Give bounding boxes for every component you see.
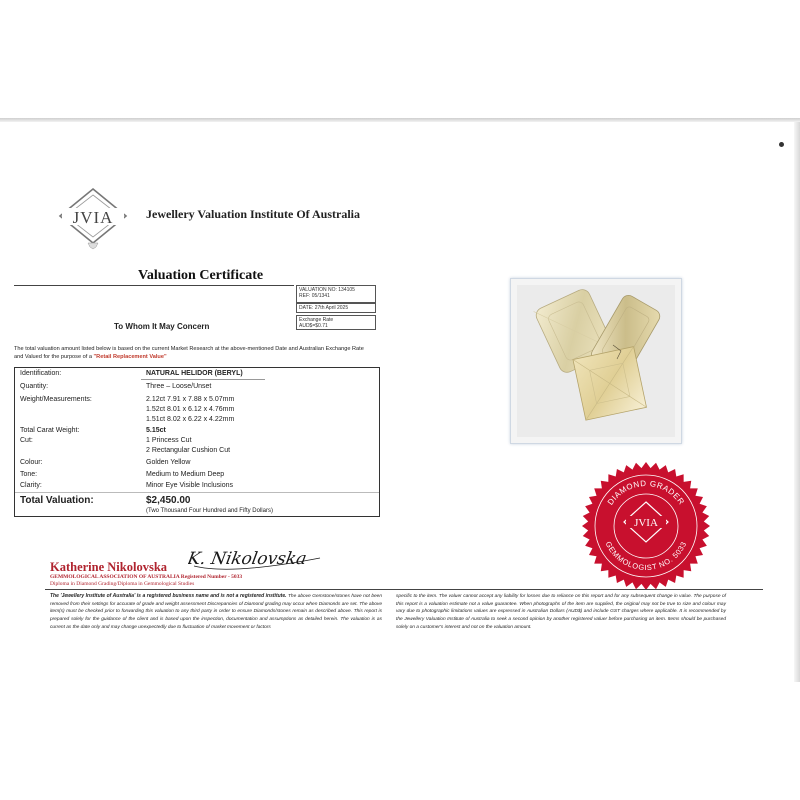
signer-diploma: Diploma in Diamond Grading/Diploma in Gemmological Studies <box>50 581 195 587</box>
signer-association: GEMMOLOGICAL ASSOCIATION OF AUSTRALIA Registered Number - 5033 <box>50 574 243 580</box>
salutation: To Whom It May Concern <box>114 322 210 331</box>
exchange-rate-value: AUD$=$0.71 <box>299 323 328 329</box>
jvia-logo <box>52 186 134 252</box>
handwritten-signature <box>188 534 328 576</box>
scan-dot <box>779 142 784 147</box>
exchange-rate-label: Exchange Rate <box>299 317 334 323</box>
disclaimer-left <box>50 593 382 632</box>
diamond-grader-seal <box>580 460 712 592</box>
date-box <box>296 303 376 313</box>
svg-text:K. Nikolovska: K. Nikolovska <box>188 549 309 569</box>
valuation-ref-box <box>296 285 376 303</box>
details-table: Identification: NATURAL HELIDOR (BERYL) Quantity: Three – Loose/Unset Weight/Measurements: 2.12ct 7.91 x 7.88 x 5.07mm 1.52ct 8.01 x 6.12 x 4.76mm 1.51ct 8.02 x 6.22 x 4.22mm Total Carat Weight: 5.15ct Cut: 1 Princess Cut 2 Rectangular Cushion Cut Colour: Golden Yellow Tone: Medium to Medium Deep Clarity: Minor Eye Visible Inclusions Total Valuation: $2,450.00 (Two Thousand Four Hundred and Fifty Dollars) <box>14 367 380 517</box>
title-underline <box>14 285 294 286</box>
footer-divider <box>45 589 763 590</box>
page-top-edge <box>0 118 800 122</box>
intro-text: The total valuation amount listed below is based on the current Market Research at the above-mentioned Date and Australian Exchange Rate and Valued for the purpose of a <box>14 346 364 360</box>
institute-name: Jewellery Valuation Institute Of Australia <box>146 207 361 221</box>
total-valuation-row: Total Valuation: $2,450.00 <box>20 495 191 506</box>
total-divider <box>15 492 379 493</box>
valuation-number: VALUATION NO: 134105 <box>299 287 355 293</box>
identification-underline <box>141 379 265 380</box>
reference-number: REF: 05/1341 <box>299 293 330 299</box>
intro-paragraph <box>14 345 374 361</box>
retail-replacement-value: "Retail Replacement Value" <box>93 354 167 360</box>
page-right-edge <box>794 122 800 682</box>
signer-name: Katherine Nikolovska <box>50 560 168 574</box>
disclaimer-heading: The 'Jewellery Institute of Australia' is a registered business name and is not a registered institute. <box>50 593 287 599</box>
valuation-date: DATE: 27th April 2025 <box>299 305 349 311</box>
disclaimer-left-body: The above Gemstone/stones have not been removed from their settings for accurate of grade and weight assessment Discrepancies of Diamond grading may occur when Diamonds are set. The above item(s) must be checked prior to forwarding this valuation to any third party in order to ensure Diamonds/stones remain as described above. This report is prepared solely for the guidance of the client and is based upon the inspection, documentation and assumptions as detailed herein. The valuation is as current as the date only and may change unexpectedly due to fluctuation of market movement or factors <box>50 594 382 630</box>
svg-text:JVIA: JVIA <box>634 517 658 529</box>
total-valuation-words: (Two Thousand Four Hundred and Fifty Dollars) <box>146 508 273 514</box>
svg-text:JVIA: JVIA <box>72 208 114 227</box>
disclaimer-right: specific to the item. The valuer cannot accept any liability for losses due to reliance on this report and for any subsequent change in value. The purpose of this report is a valuation estimate not a value guarantee. When photographs of the item are supplied, the original may not be true to size and colour may vary due to photographic limitations values are expressed in Australian Dollars (AUD$) and include GST charges where applicable. It is recommended by the Jewellery Valuation Institute of Australia to seek a second opinion by another registered valuer before purchasing an item. Items should be purchased solely on a customer's interest and not on the valuation amount. <box>396 594 726 630</box>
gemstone-photo <box>517 285 675 437</box>
svg-text:GEMMOLOGIST NO. 5033: GEMMOLOGIST NO. 5033 <box>603 539 689 573</box>
svg-text:DIAMOND GRADER: DIAMOND GRADER <box>605 478 687 507</box>
exchange-rate-box <box>296 315 376 330</box>
gemstone-photo-frame <box>510 278 682 444</box>
certificate-title: Valuation Certificate <box>138 268 264 283</box>
